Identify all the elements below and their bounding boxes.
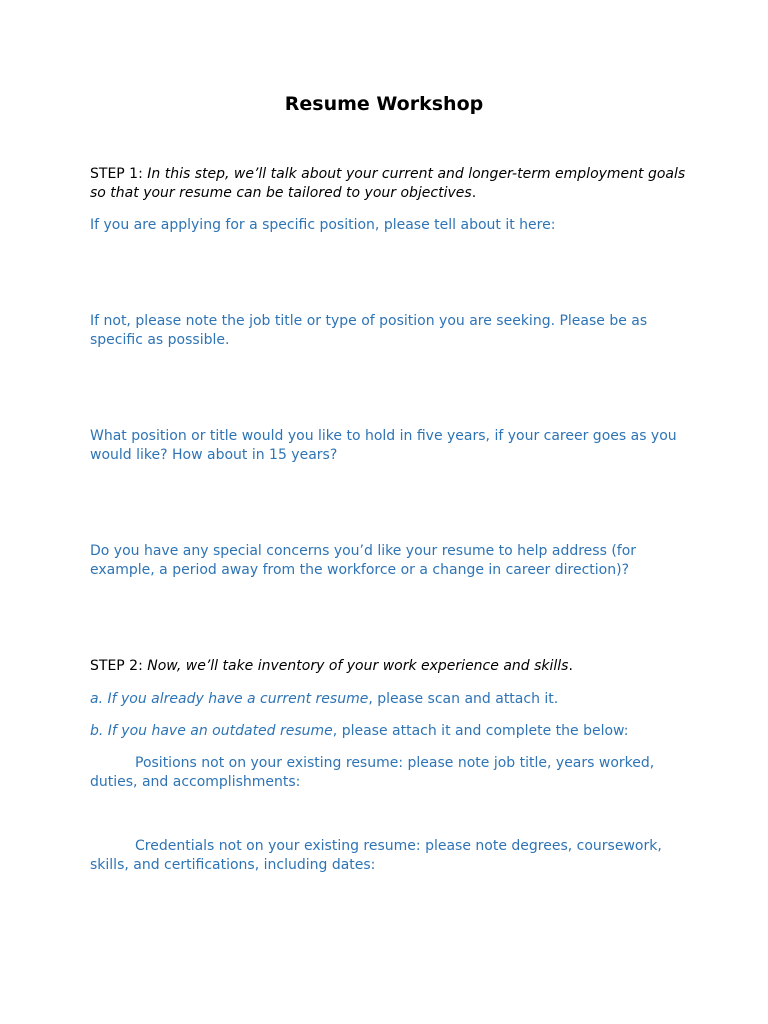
positions-not-on-resume: Positions not on your existing resume: please note job title, years worked, duties, and accomplishments: (90, 755, 655, 790)
step-2-description: Now, we’ll take inventory of your work experience and skills (147, 658, 569, 674)
step-2-paragraph (90, 657, 690, 676)
option-a-paragraph (90, 690, 690, 709)
step-2-period: . (568, 658, 573, 674)
option-a-suffix: , please scan and attach it. (368, 691, 559, 707)
question-special-concerns: Do you have any special concerns you’d like your resume to help address (for example, a period away from the workforce or a change in career direction)? (90, 543, 637, 578)
page-title: Resume Workshop (284, 93, 484, 115)
option-b-suffix: , please attach it and complete the below: (332, 723, 629, 739)
step-1-description: In this step, we’ll talk about your current and longer-term employment goals so that your resume can be tailored to your objectives (90, 166, 686, 201)
question-five-years: What position or title would you like to hold in five years, if your career goes as you would like? How about in 15 years? (90, 428, 677, 463)
step-1-period: . (471, 185, 477, 201)
option-b-paragraph (90, 722, 690, 741)
step-1-paragraph (90, 165, 690, 203)
question-specific-position: If you are applying for a specific position, please tell about it here: (90, 217, 556, 233)
step-1-label: STEP 1: (90, 166, 148, 182)
option-a-prefix: a. If you already have a current resume (90, 691, 369, 707)
question-job-title: If not, please note the job title or type of position you are seeking. Please be as specific as possible. (90, 313, 648, 348)
option-b-prefix: b. If you have an outdated resume (90, 723, 333, 739)
step-2-label: STEP 2: (90, 658, 148, 674)
credentials-not-on-resume: Credentials not on your existing resume: please note degrees, coursework, skills, and certifications, including dates: (90, 838, 662, 873)
